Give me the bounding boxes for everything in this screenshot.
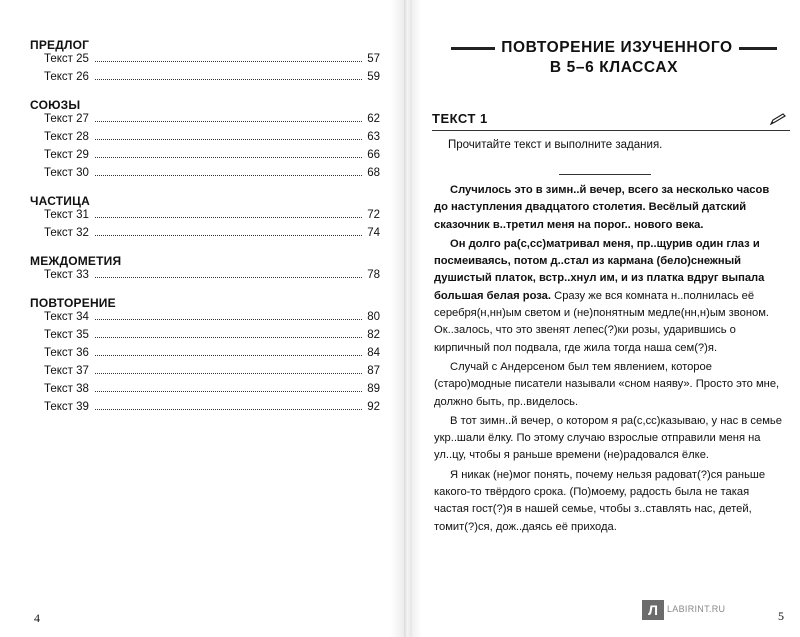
toc-entry-label: Текст 32: [44, 227, 89, 239]
story-text: [434, 182, 784, 538]
toc-entry-page: 72: [367, 209, 380, 221]
toc-leader-dots: [95, 79, 362, 80]
toc-heading: ПРЕДЛОГ: [30, 38, 90, 52]
toc-entry: [28, 311, 380, 329]
text-header: [432, 111, 790, 127]
toc-section: [28, 254, 380, 287]
toc-entry-label: Текст 26: [44, 71, 89, 83]
toc-leader-dots: [95, 391, 362, 392]
separator-line: [559, 174, 651, 175]
toc-entry-page: 82: [367, 329, 380, 341]
title-rule-right: [739, 47, 777, 50]
toc-entry: [28, 269, 380, 287]
toc-leader-dots: [95, 355, 362, 356]
toc-leader-dots: [95, 337, 362, 338]
toc-leader-dots: [95, 121, 362, 122]
toc-entry-page: 89: [367, 383, 380, 395]
toc-entry-label: Текст 38: [44, 383, 89, 395]
toc-heading: МЕЖДОМЕТИЯ: [30, 254, 122, 268]
toc-leader-dots: [95, 217, 362, 218]
story-paragraph: [434, 359, 784, 411]
toc-entry-label: Текст 33: [44, 269, 89, 281]
publisher-logo: Л: [642, 600, 664, 620]
page-number-left: 4: [34, 611, 40, 625]
table-of-contents: [28, 38, 380, 428]
toc-entry-label: Текст 31: [44, 209, 89, 221]
toc-entry-page: 63: [367, 131, 380, 143]
toc-entry-page: 68: [367, 167, 380, 179]
toc-section: [28, 38, 380, 89]
toc-entry-label: Текст 37: [44, 365, 89, 377]
right-page: [412, 0, 800, 637]
toc-entry: [28, 53, 380, 71]
title-line-1: ПОВТОРЕНИЕ ИЗУЧЕННОГО: [501, 39, 733, 56]
story-paragraph: [434, 413, 784, 465]
toc-entry-label: Текст 35: [44, 329, 89, 341]
story-paragraph: [434, 182, 784, 234]
toc-entry-label: Текст 39: [44, 401, 89, 413]
toc-heading: ЧАСТИЦА: [30, 194, 90, 208]
toc-leader-dots: [95, 61, 362, 62]
toc-entry: [28, 113, 380, 131]
toc-leader-dots: [95, 139, 362, 140]
toc-entry-page: 78: [367, 269, 380, 281]
toc-section: [28, 296, 380, 419]
toc-entry-label: Текст 34: [44, 311, 89, 323]
instruction-text: Прочитайте текст и выполните задания.: [448, 139, 663, 151]
toc-entry-label: Текст 30: [44, 167, 89, 179]
toc-entry: [28, 131, 380, 149]
toc-entry: [28, 167, 380, 185]
toc-entry-page: 57: [367, 53, 380, 65]
story-paragraph-text: Сразу же вся комната н..полнилась её серебря(н,нн)ым светом и (не)понятным медле(нн,н)ым звоном. Ок..залось, что это звенят лепес(?)ки розы, ударившись о кирпичный пол подвала, где жила тогда наша сем(?)я.: [434, 289, 770, 354]
toc-entry-page: 59: [367, 71, 380, 83]
watermark-text: LABIRINT.RU: [667, 604, 726, 614]
toc-section: [28, 194, 380, 245]
story-paragraph-text: В тот зимн..й вечер, о котором я ра(с,сс)казываю, у нас в семье укр..шали ёлку. По этому случаю взрослые отправили меня на ул..цу, чтобы я раньше времени (не)радовался ёлке.: [434, 414, 782, 462]
toc-entry-page: 62: [367, 113, 380, 125]
toc-entry: [28, 365, 380, 383]
toc-leader-dots: [95, 373, 362, 374]
book-spine: [404, 0, 412, 637]
story-paragraph: [434, 236, 784, 357]
story-paragraph-text: Случай с Андерсеном был тем явлением, которое (старо)модные писатели называли «сном наяву». Просто это мне, должно быть, пр..виделось.: [434, 360, 780, 408]
toc-section: [28, 98, 380, 185]
story-paragraph-bold: Он долго ра(с,сс)матривал меня, пр..щурив один глаз и посмеиваясь, потом д..стал из кармана (бело)снежный душистый платок, встр..хнул им, и из платка вдруг выпала большая белая роза.: [434, 237, 765, 302]
toc-entry: [28, 71, 380, 89]
toc-entry-label: Текст 36: [44, 347, 89, 359]
toc-leader-dots: [95, 319, 362, 320]
toc-entry: [28, 329, 380, 347]
section-title: [428, 38, 800, 78]
toc-entry-label: Текст 25: [44, 53, 89, 65]
toc-entry-page: 66: [367, 149, 380, 161]
toc-entry-label: Текст 28: [44, 131, 89, 143]
toc-entry: [28, 149, 380, 167]
title-rule-left: [451, 47, 495, 50]
toc-entry: [28, 227, 380, 245]
toc-entry: [28, 347, 380, 365]
toc-heading: СОЮЗЫ: [30, 98, 81, 112]
toc-entry-label: Текст 29: [44, 149, 89, 161]
toc-entry-label: Текст 27: [44, 113, 89, 125]
toc-entry: [28, 401, 380, 419]
toc-leader-dots: [95, 175, 362, 176]
story-paragraph-text: Я никак (не)мог понять, почему нельзя радоват(?)ся раньше какого-то твёрдого срока. (По)моему, радость была не такая частая гост(?)я в нашей семье, чтобы з..ставлять нас, детей, томит(?)ся, дож..даясь её прихода.: [434, 468, 766, 533]
story-paragraph: [434, 467, 784, 536]
toc-leader-dots: [95, 409, 362, 410]
toc-entry-page: 80: [367, 311, 380, 323]
toc-entry-page: 74: [367, 227, 380, 239]
text-label: ТЕКСТ 1: [432, 111, 488, 126]
toc-entry-page: 92: [367, 401, 380, 413]
toc-leader-dots: [95, 235, 362, 236]
toc-heading: ПОВТОРЕНИЕ: [30, 296, 116, 310]
title-line-2: В 5–6 КЛАССАХ: [549, 59, 679, 76]
toc-leader-dots: [95, 157, 362, 158]
toc-entry-page: 87: [367, 365, 380, 377]
pencil-icon: [770, 113, 786, 125]
toc-leader-dots: [95, 277, 362, 278]
toc-entry: [28, 209, 380, 227]
header-rule: [432, 130, 790, 131]
toc-entry-page: 84: [367, 347, 380, 359]
story-paragraph-bold: Случилось это в зимн..й вечер, всего за несколько часов до наступления двадцатого столетия. Весёлый датский сказочник в..третил меня на порог.. нового века.: [434, 184, 770, 231]
toc-entry: [28, 383, 380, 401]
page-number-right: 5: [778, 609, 784, 623]
